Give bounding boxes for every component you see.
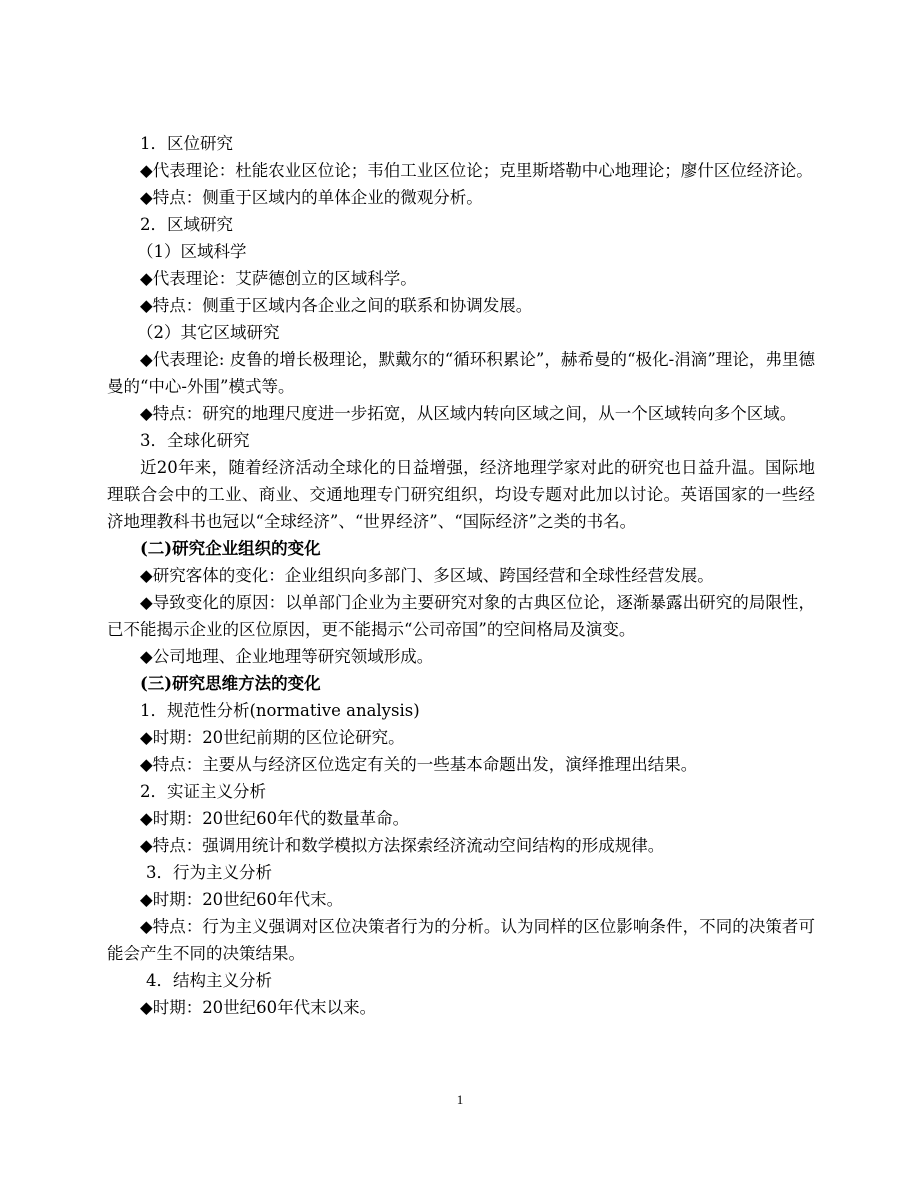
bullet-feature: ◆特点：行为主义强调对区位决策者行为的分析。认为同样的区位影响条件，不同的决策者可能会产生不同的决策结果。: [107, 917, 815, 963]
subsection-heading-other-regional: （2）其它区域研究: [137, 323, 280, 342]
section-heading-thinking-methods: (三)研究思维方法的变化: [140, 674, 321, 693]
bullet-object-change: ◆研究客体的变化：企业组织向多部门、多区域、跨国经营和全球性经营发展。: [140, 566, 714, 585]
bullet-change-cause: ◆导致变化的原因：以单部门企业为主要研究对象的古典区位论，逐渐暴露出研究的局限性，已不能揭示企业的区位原因，更不能揭示“公司帝国”的空间格局及演变。: [107, 593, 815, 639]
bullet-research-fields: ◆公司地理、企业地理等研究领域形成。: [140, 647, 434, 666]
section-heading-enterprise-organization: (二)研究企业组织的变化: [140, 539, 321, 558]
section-heading-regional-research: 2．区域研究: [140, 215, 233, 234]
subsection-heading-regional-science: （1）区域科学: [137, 242, 247, 261]
bullet-period: ◆时期：20世纪前期的区位论研究。: [140, 728, 405, 747]
bullet-period: ◆时期：20世纪60年代的数量革命。: [140, 809, 410, 828]
bullet-representative-theory: ◆代表理论：艾萨德创立的区域科学。: [140, 269, 417, 288]
subsection-heading-normative: 1．规范性分析(normative analysis): [140, 701, 420, 720]
bullet-representative-theory: ◆代表理论: 皮鲁的增长极理论，默戴尔的“循环积累论”，赫希曼的“极化-涓滴”理论，弗里德曼的“中心-外围”模式等。: [107, 350, 815, 396]
bullet-feature: ◆特点：强调用统计和数学模拟方法探索经济流动空间结构的形成规律。: [140, 836, 665, 855]
subsection-heading-positivism: 2．实证主义分析: [140, 782, 266, 801]
bullet-period: ◆时期：20世纪60年代末。: [140, 890, 344, 909]
bullet-feature: ◆特点：研究的地理尺度进一步拓宽，从区域内转向区域之间，从一个区域转向多个区域。: [140, 404, 797, 423]
body-paragraph: 近20年来，随着经济活动全球化的日益增强，经济地理学家对此的研究也日益升温。国际地理联合会中的工业、商业、交通地理专门研究组织，均设专题对此加以讨论。英语国家的一些经济地理教科书也冠以“全球经济”、“世界经济”、“国际经济”之类的书名。: [107, 458, 815, 531]
bullet-period: ◆时期：20世纪60年代末以来。: [140, 998, 377, 1017]
bullet-feature: ◆特点：侧重于区域内的单体企业的微观分析。: [140, 188, 483, 207]
section-heading-globalization: 3．全球化研究: [140, 431, 250, 450]
bullet-feature: ◆特点：主要从与经济区位选定有关的一些基本命题出发，演绎推理出结果。: [140, 755, 698, 774]
page-number: 1: [456, 1092, 464, 1107]
bullet-feature: ◆特点：侧重于区域内各企业之间的联系和协调发展。: [140, 296, 533, 315]
subsection-heading-structuralism: 4．结构主义分析: [146, 971, 272, 990]
bullet-representative-theory: ◆代表理论：杜能农业区位论；韦伯工业区位论；克里斯塔勒中心地理论；廖什区位经济论。: [140, 161, 813, 180]
document-body: [107, 130, 815, 1021]
section-heading-location-research: 1．区位研究: [140, 134, 233, 153]
subsection-heading-behavioral: 3．行为主义分析: [146, 863, 272, 882]
